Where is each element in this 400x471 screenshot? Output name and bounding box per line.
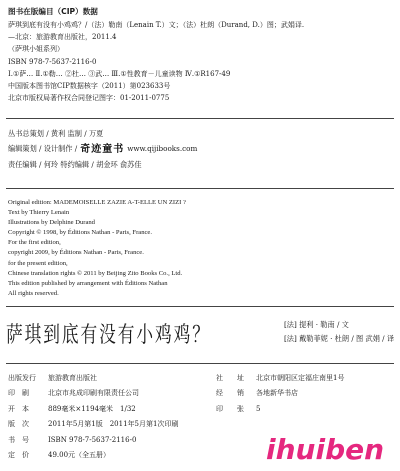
cip-heading: 图书在版编目（CIP）数据 [8, 7, 98, 16]
staff-line: 丛书总策划 / 黄利 监制 / 万夏 [8, 129, 104, 138]
notice-line: All rights reserved. [8, 289, 59, 297]
publication-info-right [216, 371, 344, 417]
pub-key: 开 本 [8, 404, 29, 413]
pub-key: 社 址 [216, 374, 244, 382]
staff-line-prefix: 编辑策划 / 设计制作 / [8, 144, 78, 153]
staff-line: 责任编辑 / 何玲 特约编辑 / 胡金环 俞苏佳 [8, 159, 142, 169]
divider [6, 188, 394, 189]
divider [6, 306, 394, 307]
pub-key: 书 号 [8, 435, 29, 444]
watermark-text: ihuiben [266, 433, 385, 466]
pub-row [216, 402, 344, 417]
pub-key: 版 次 [8, 420, 29, 429]
cip-line: 萨琪到底有没有小鸡鸡？/（法）勒南（Lenain T.）文；（法）杜朗（Durand, D.）图；武娟译. [8, 21, 305, 29]
notice-line: for the present edition, [8, 259, 68, 267]
pub-key: 印 刷 [8, 389, 29, 398]
pub-key: 印 张 [216, 404, 244, 413]
cip-data-block [8, 19, 378, 104]
book-title: 萨琪到底有没有小鸡鸡？ [6, 323, 211, 348]
pub-value: ISBN 978-7-5637-2116-0 [48, 435, 137, 444]
original-edition-notice [8, 198, 186, 299]
pub-key: 出版发行 [8, 374, 36, 382]
notice-line: Illustrations by Delphine Durand [8, 219, 95, 227]
pub-row [8, 371, 178, 386]
notice-line: Text by Thierry Lenain [8, 209, 70, 217]
cip-line: Ⅰ.①萨… Ⅱ.①勒… ②杜… ③武… Ⅲ.①性教育－儿童读物 Ⅳ.①R167-49 [8, 69, 231, 78]
staff-line [8, 141, 197, 157]
pub-row [8, 448, 178, 463]
pub-value: 5 [256, 404, 261, 413]
illustrator-translator-credit: [法] 戴勒菲妮 · 杜朗 / 图 武娟 / 译 [284, 334, 395, 343]
cip-line: 中国版本图书馆CIP数据核字（2011）第023633号 [8, 82, 171, 91]
pub-value: 旅游教育出版社 [48, 374, 97, 382]
pub-key: 经 销 [216, 389, 244, 398]
publication-info-left [8, 371, 178, 463]
cip-line: （萨琪小姐系列） [8, 45, 64, 54]
pub-row [216, 386, 344, 401]
cip-line: 北京市版权局著作权合同登记图字：01-2011-0775 [8, 94, 170, 103]
notice-line: Original edition: MADEMOISELLE ZAZIE A-T-ELLE UN ZIZI ? [8, 199, 186, 206]
divider [6, 118, 394, 119]
notice-line: Copyright © 1998, by Éditions Nathan - Paris, France. [8, 229, 153, 237]
staff-credits [8, 126, 197, 172]
pub-row [8, 402, 178, 417]
notice-line: Chinese translation rights © 2011 by Beijing Zito Books Co., Ltd. [8, 269, 183, 277]
pub-value: 北京市朝阳区定福庄南里1号 [256, 374, 345, 382]
pub-value: 889毫米×1194毫米 1/32 [48, 404, 136, 413]
notice-line: This edition published by arrangement with Éditions Nathan [8, 279, 168, 287]
ihuiben-watermark-logo [264, 427, 396, 469]
book-credits [284, 318, 394, 346]
pub-row [8, 433, 178, 448]
pub-value: 49.00元（全五册） [48, 451, 111, 460]
pub-value: 各地新华书店 [256, 389, 298, 398]
pub-value: 北京市兆成印刷有限责任公司 [48, 389, 139, 398]
cip-line: ISBN 978-7-5637-2116-0 [8, 57, 97, 66]
divider [6, 363, 394, 364]
author-credit: [法] 提利 · 勒南 / 文 [284, 320, 349, 329]
notice-line: For the first edition, [8, 239, 61, 247]
publisher-url: www.qijibooks.com [127, 144, 198, 153]
pub-row [216, 371, 344, 386]
notice-line: copyright 2009, by Éditions Nathan - Paris, France. [8, 249, 144, 257]
cip-line: —北京：旅游教育出版社，2011.4 [8, 33, 117, 42]
pub-key: 定 价 [8, 451, 29, 460]
pub-row [8, 417, 178, 432]
qiji-books-logo: 奇迹童书 [80, 143, 125, 155]
pub-value: 2011年5月第1版 2011年5月第1次印刷 [48, 420, 179, 429]
pub-row [8, 386, 178, 401]
